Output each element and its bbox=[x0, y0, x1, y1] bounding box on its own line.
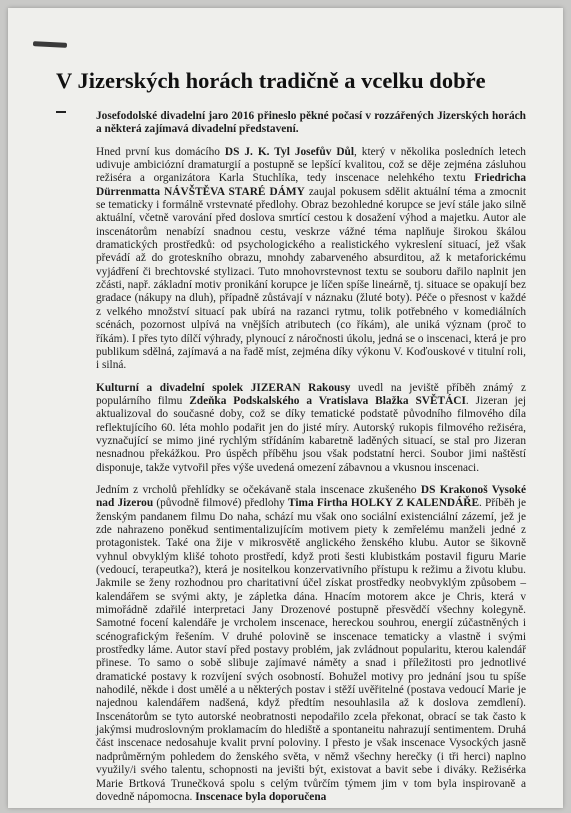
play-title: Friedricha Dürrenmatta NÁVŠTĚVA STARÉ DÁMY bbox=[96, 172, 526, 198]
text-run: zaujal pokusem sdělit aktuální téma a zmocnit se tematicky i formálně vrstevnaté předlohy. Obraz bezohledné korupce se jeví stále jako silně aktuální, včetně varování před doslova smrtící cestou k dosažení výhod a majetku. Autor ale inscenátorům nenabízí snadnou cestu, veskrze vážné téma naplňuje širokou škálou dramatických prostředků: od psychologického a realistického vykreslení situací, jež však převádí až do groteskního obrazu, mnohdy zabarveného absurditou, až k metaforickému vyjádření či brechtovské stylizaci. Tuto mnohovrstevnost textu se souboru dařilo naplnit jen zčásti, např. základní motiv pronikání korupce je líčen spíše lineárně, tj. situace se opakují bez gradace (nákupy na dluh), případně zůstávají v náznaku (žluté boty). Péče o přesnost v každé z velkého množství situací pak ubírá na razanci rytmu, tolik potřebného v komediálních scénách, pozornost ulpívá na vnějších atributech (co říkám), ale uniká význam (proč to říkám). I přes tyto dílčí výhrady, plynoucí z náročnosti úkolu, jedná se o inscenaci, která je pro publikum sdělná, zajímavá a na řadě míst, zejména díky výkonu V. Koďouskové v titulní roli, i silná. bbox=[96, 185, 526, 372]
decorative-rule bbox=[56, 111, 66, 113]
article-body bbox=[96, 110, 526, 813]
article-lead: Josefodolské divadelní jaro 2016 přineslo pěkné počasí v rozzářených Jizerských horách a některá zajímavá divadelní představení. bbox=[96, 110, 526, 136]
text-run: Jedním z vrcholů přehlídky se očekávaně stala inscenace zkušeného bbox=[96, 483, 421, 496]
recommendation-note: Inscenace byla doporučena bbox=[195, 790, 327, 803]
ensemble-name: DS J. K. Tyl Josefův Důl bbox=[224, 145, 354, 158]
ensemble-name: DS Krakonoš Vysoké nad Jizerou bbox=[96, 483, 526, 510]
text-run: uvedl na jeviště příběh známý z populárního filmu bbox=[96, 381, 526, 407]
text-run: , který v několika posledních letech udivuje ambiciózní dramaturgií a postupně se lepšící kvalitou, což se děje zejména zásluhou režiséra a organizátora Karla Stuchlíka, tedy inscenace nelehkého textu bbox=[96, 145, 526, 185]
paper-page bbox=[8, 8, 563, 808]
text-run: Hned první kus domácího bbox=[96, 145, 225, 158]
paragraph-holky-z-kalendare bbox=[96, 484, 526, 804]
ensemble-name: Kulturní a divadelní spolek JIZERAN Rakousy bbox=[96, 381, 351, 394]
play-title: Tima Firtha HOLKY Z KALENDÁŘE bbox=[288, 497, 480, 510]
paragraph-svetaci bbox=[96, 382, 526, 475]
text-run: (původně filmové) předlohy bbox=[153, 497, 289, 510]
article-title: V Jizerských horách tradičně a vcelku dobře bbox=[56, 68, 486, 93]
paragraph-stara-dama bbox=[96, 146, 526, 373]
staple-mark bbox=[33, 41, 67, 48]
play-title: Zdeňka Podskalského a Vratislava Blažka SVĚTÁCI bbox=[189, 394, 466, 407]
text-run: . Jizeran jej aktualizoval do současné doby, což se díky tematické podstatě původního filmového díla reflektujícího 60. léta mohlo podařit jen do jisté míry. Autorský rukopis filmového režiséra, vyznačující se mimo jiné rychlým střídáním kabaretně laděných situací, se stal pro Jizeran nesnadnou překážkou. Pro úspěch příběhu jsou však podstatní herci. Soubor jimi naštěstí disponuje, takže vytvořil přes výše uvedená omezení zábavnou a vkusnou inscenaci. bbox=[96, 394, 526, 474]
text-run: . Příběh je ženským pandanem filmu Do naha, schází mu však ono sociální existenciální zázemí, jež je zde nahrazeno poněkud sentimentalizujícím motivem piety k zemřelému manželi jedné z protagonistek. Také ona žije v mikrosvětě anglického ženského klubu. Autor se šikovně vyhnul obvyklým klišé tohoto prostředí, když proti šesti klubistkám postavil figuru Marie (vedoucí, terapeutka?), která je nositelkou konzervativního přístupu k režimu a životu klubu. Jakmile se ženy rozhodnou pro charitativní účel získat prostředky neobvyklým způsobem – kalendářem se svými akty, je zápletka dána. Hnacím motorem akce je Chris, která v mimořádně zdařilé interpretaci Jany Drozenové postupně přesvědčí všechny kolegyně. Samotné focení kalendáře je vrcholem inscenace, hereckou souhrou, energií zúčastněných i scénografickým řešením. V druhé polovině se inscenace tematicky a vlastně i svými prostředky láme. Autor staví před postavy problém, jak zvládnout popularitu, kterou kalendář přinese. To samo o sobě slibuje zajímavé náměty a snad i příležitosti pro jednotlivé dramatické postavy k rozvíjení svých osobností. Bohužel motivy pro jednání jsou tu spíše nahodilé, někde i dost umělé a u některých postav i stěží uvěřitelné (postava vedoucí Marie je najednou kalendářem nadšená, když předtím nesouhlasila až k doslova zemdlení). Inscenátorům se tyto autorské neobratnosti nepodařilo zcela překonat, obrací se tak často k jakýmsi mudroslovným proklamacím do hlediště a spontaneitu nahrazují sentimentem. Druhá část inscenace nedosahuje kvalit první poloviny. I přesto je však inscenace Vysockých jasně nadprůměrným pohledem do ženského světa, v němž všechny herečky (i tři herci) naplno využily/i svého talentu, schopnosti na jevišti být, existovat a bavit sebe i diváky. Režisérka Marie Brtková Trunečková spolu s celým tvůrčím týmem jim v tom byla inspirovaně a dovedně nápomocna. bbox=[96, 497, 526, 803]
